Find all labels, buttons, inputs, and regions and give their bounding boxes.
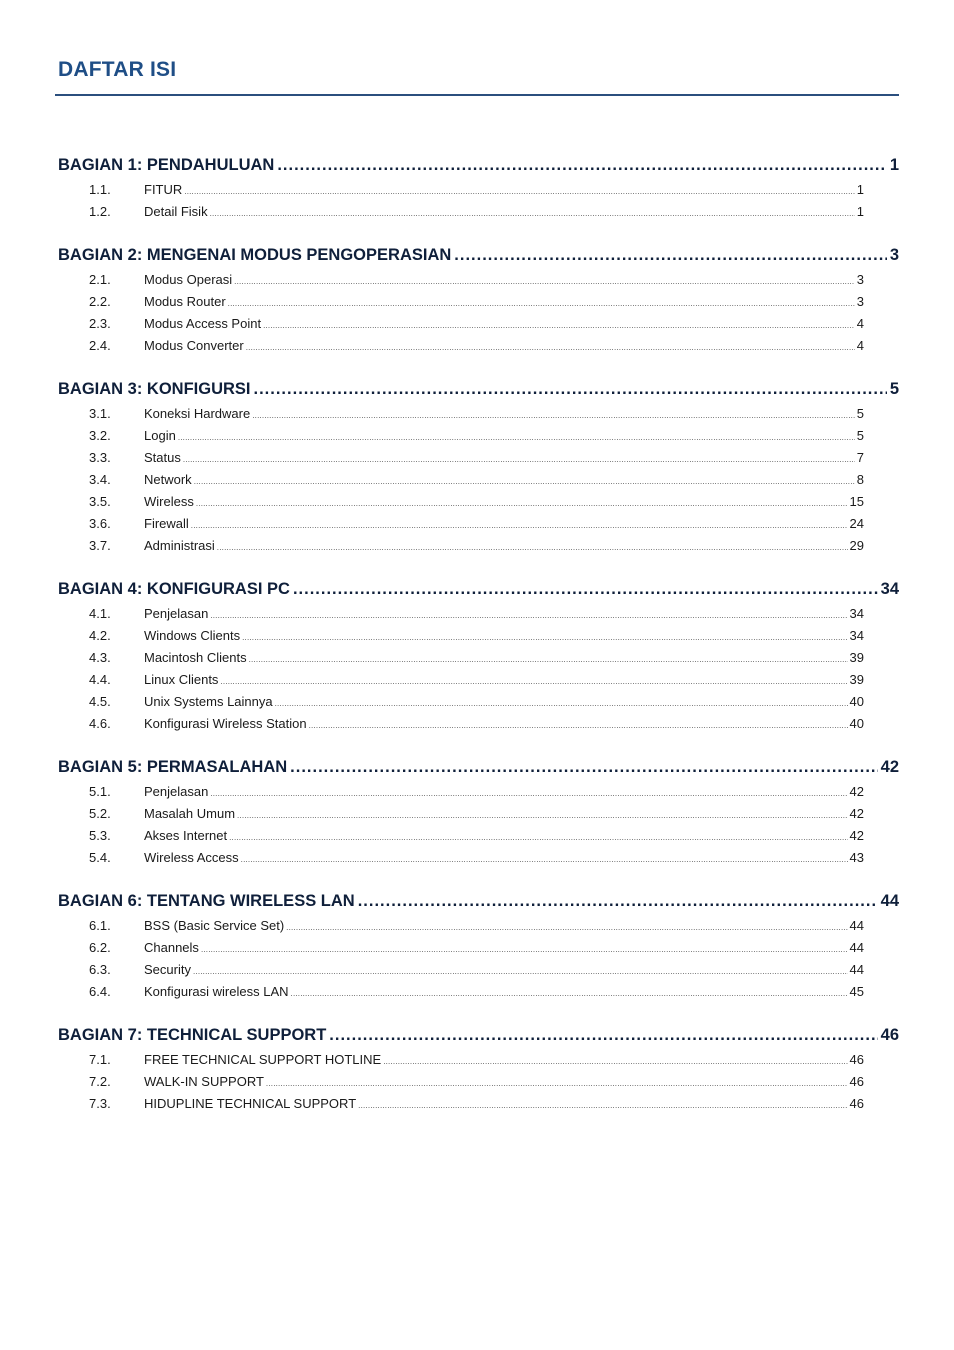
entry-label: Firewall bbox=[144, 516, 189, 531]
entry-page-number: 40 bbox=[849, 716, 864, 731]
entry-number: 6.3. bbox=[89, 962, 111, 977]
entry-number: 2.1. bbox=[89, 272, 111, 287]
dot-leader bbox=[254, 380, 887, 399]
entry-page-number: 3 bbox=[856, 294, 864, 309]
section-page-number: 34 bbox=[880, 580, 899, 598]
toc-entry[interactable] bbox=[58, 1096, 864, 1118]
entry-label: Security bbox=[144, 962, 191, 977]
toc-entry-list bbox=[58, 272, 864, 360]
toc-section bbox=[58, 892, 899, 1006]
toc-entry[interactable] bbox=[58, 1074, 864, 1096]
entry-number: 4.1. bbox=[89, 606, 111, 621]
entry-label: Penjelasan bbox=[144, 784, 209, 799]
entry-number: 1.2. bbox=[89, 204, 111, 219]
entry-number: 3.3. bbox=[89, 450, 111, 465]
toc-entry-list bbox=[58, 1052, 864, 1118]
dot-leader bbox=[329, 1026, 877, 1045]
toc-entry[interactable] bbox=[58, 940, 864, 962]
dot-leader bbox=[286, 923, 847, 932]
section-heading-label: BAGIAN 7: TECHNICAL SUPPORT bbox=[58, 1026, 327, 1044]
section-page-number: 42 bbox=[880, 758, 899, 776]
entry-label: Windows Clients bbox=[144, 628, 241, 643]
dot-leader bbox=[290, 758, 877, 777]
section-page-number: 5 bbox=[889, 380, 899, 398]
section-heading-label: BAGIAN 2: MENGENAI MODUS PENGOPERASIAN bbox=[58, 246, 452, 264]
toc-entry[interactable] bbox=[58, 918, 864, 940]
toc-entry[interactable] bbox=[58, 294, 864, 316]
entry-label: Wireless Access bbox=[144, 850, 239, 865]
toc-entry[interactable] bbox=[58, 716, 864, 738]
section-heading-label: BAGIAN 4: KONFIGURASI PC bbox=[58, 580, 290, 598]
toc-entry[interactable] bbox=[58, 672, 864, 694]
dot-leader bbox=[220, 677, 847, 686]
entry-number: 5.4. bbox=[89, 850, 111, 865]
dot-leader bbox=[196, 499, 848, 508]
entry-page-number: 5 bbox=[856, 428, 864, 443]
dot-leader bbox=[201, 945, 848, 954]
entry-number: 7.2. bbox=[89, 1074, 111, 1089]
page-title: DAFTAR ISI bbox=[58, 58, 177, 81]
entry-page-number: 46 bbox=[849, 1074, 864, 1089]
section-page-number: 3 bbox=[889, 246, 899, 264]
dot-leader bbox=[194, 477, 855, 486]
entry-page-number: 4 bbox=[856, 316, 864, 331]
entry-label: Detail Fisik bbox=[144, 204, 208, 219]
entry-number: 4.3. bbox=[89, 650, 111, 665]
dot-leader bbox=[242, 633, 847, 642]
dot-leader bbox=[237, 811, 848, 820]
toc-entry[interactable] bbox=[58, 516, 864, 538]
entry-page-number: 4 bbox=[856, 338, 864, 353]
dot-leader bbox=[252, 411, 855, 420]
toc-entry[interactable] bbox=[58, 628, 864, 650]
entry-label: Wireless bbox=[144, 494, 194, 509]
dot-leader bbox=[266, 1079, 848, 1088]
entry-page-number: 1 bbox=[856, 204, 864, 219]
toc-section-heading[interactable] bbox=[58, 892, 899, 918]
entry-page-number: 39 bbox=[849, 650, 864, 665]
entry-number: 6.4. bbox=[89, 984, 111, 999]
toc-section bbox=[58, 380, 899, 560]
entry-number: 4.6. bbox=[89, 716, 111, 731]
toc-entry[interactable] bbox=[58, 428, 864, 450]
entry-number: 2.4. bbox=[89, 338, 111, 353]
entry-label: Modus Converter bbox=[144, 338, 244, 353]
toc-entry[interactable] bbox=[58, 450, 864, 472]
entry-page-number: 39 bbox=[849, 672, 864, 687]
dot-leader bbox=[178, 433, 855, 442]
toc-section-heading[interactable] bbox=[58, 580, 899, 606]
section-page-number: 44 bbox=[880, 892, 899, 910]
toc-section-heading[interactable] bbox=[58, 1026, 899, 1052]
toc-section-heading[interactable] bbox=[58, 246, 899, 272]
entry-number: 2.3. bbox=[89, 316, 111, 331]
section-page-number: 46 bbox=[880, 1026, 899, 1044]
toc-entry[interactable] bbox=[58, 694, 864, 716]
toc-entry[interactable] bbox=[58, 1052, 864, 1074]
dot-leader bbox=[358, 1101, 847, 1110]
entry-label: Unix Systems Lainnya bbox=[144, 694, 273, 709]
section-heading-label: BAGIAN 6: TENTANG WIRELESS LAN bbox=[58, 892, 355, 910]
toc-section bbox=[58, 246, 899, 360]
entry-label: Network bbox=[144, 472, 192, 487]
toc-entry-list bbox=[58, 406, 864, 560]
entry-page-number: 42 bbox=[849, 828, 864, 843]
toc-entry[interactable] bbox=[58, 784, 864, 806]
dot-leader bbox=[246, 343, 855, 352]
entry-page-number: 7 bbox=[856, 450, 864, 465]
title-divider bbox=[55, 94, 899, 96]
entry-page-number: 44 bbox=[849, 918, 864, 933]
entry-number: 6.2. bbox=[89, 940, 111, 955]
entry-label: Koneksi Hardware bbox=[144, 406, 251, 421]
dot-leader bbox=[277, 156, 886, 175]
entry-page-number: 8 bbox=[856, 472, 864, 487]
entry-label: Linux Clients bbox=[144, 672, 219, 687]
entry-page-number: 46 bbox=[849, 1096, 864, 1111]
toc-section-heading[interactable] bbox=[58, 156, 899, 182]
dot-leader bbox=[293, 580, 878, 599]
entry-label: FITUR bbox=[144, 182, 183, 197]
entry-page-number: 43 bbox=[849, 850, 864, 865]
dot-leader bbox=[263, 321, 855, 330]
entry-page-number: 46 bbox=[849, 1052, 864, 1067]
toc-entry-list bbox=[58, 784, 864, 872]
dot-leader bbox=[210, 209, 855, 218]
entry-label: BSS (Basic Service Set) bbox=[144, 918, 285, 933]
toc-entry[interactable] bbox=[58, 538, 864, 560]
dot-leader bbox=[210, 611, 847, 620]
entry-label: WALK-IN SUPPORT bbox=[144, 1074, 264, 1089]
entry-label: Modus Access Point bbox=[144, 316, 262, 331]
entry-label: Modus Operasi bbox=[144, 272, 233, 287]
entry-page-number: 44 bbox=[849, 940, 864, 955]
toc-section-heading[interactable] bbox=[58, 758, 899, 784]
entry-number: 3.2. bbox=[89, 428, 111, 443]
entry-number: 4.5. bbox=[89, 694, 111, 709]
entry-number: 2.2. bbox=[89, 294, 111, 309]
toc-entry-list bbox=[58, 606, 864, 738]
toc-entry[interactable] bbox=[58, 316, 864, 338]
toc-section bbox=[58, 580, 899, 738]
section-heading-label: BAGIAN 3: KONFIGURSI bbox=[58, 380, 251, 398]
toc-section bbox=[58, 758, 899, 872]
table-of-contents bbox=[58, 156, 899, 1138]
entry-number: 4.2. bbox=[89, 628, 111, 643]
entry-page-number: 5 bbox=[856, 406, 864, 421]
entry-number: 5.3. bbox=[89, 828, 111, 843]
entry-number: 3.4. bbox=[89, 472, 111, 487]
toc-entry[interactable] bbox=[58, 962, 864, 984]
section-heading-label: BAGIAN 5: PERMASALAHAN bbox=[58, 758, 288, 776]
entry-number: 5.2. bbox=[89, 806, 111, 821]
dot-leader bbox=[228, 299, 855, 308]
entry-page-number: 34 bbox=[849, 628, 864, 643]
entry-page-number: 44 bbox=[849, 962, 864, 977]
entry-page-number: 40 bbox=[849, 694, 864, 709]
toc-entry[interactable] bbox=[58, 828, 864, 850]
entry-page-number: 24 bbox=[849, 516, 864, 531]
dot-leader bbox=[217, 543, 848, 552]
entry-page-number: 42 bbox=[849, 806, 864, 821]
dot-leader bbox=[193, 967, 848, 976]
entry-number: 6.1. bbox=[89, 918, 111, 933]
entry-page-number: 3 bbox=[856, 272, 864, 287]
dot-leader bbox=[383, 1057, 847, 1066]
entry-number: 5.1. bbox=[89, 784, 111, 799]
toc-entry[interactable] bbox=[58, 606, 864, 628]
toc-entry[interactable] bbox=[58, 272, 864, 294]
entry-number: 7.3. bbox=[89, 1096, 111, 1111]
toc-section-heading[interactable] bbox=[58, 380, 899, 406]
entry-page-number: 29 bbox=[849, 538, 864, 553]
entry-page-number: 42 bbox=[849, 784, 864, 799]
toc-entry[interactable] bbox=[58, 494, 864, 516]
dot-leader bbox=[191, 521, 848, 530]
entry-label: Konfigurasi Wireless Station bbox=[144, 716, 307, 731]
dot-leader bbox=[249, 655, 848, 664]
dot-leader bbox=[183, 455, 855, 464]
entry-number: 3.5. bbox=[89, 494, 111, 509]
toc-entry[interactable] bbox=[58, 850, 864, 872]
toc-entry[interactable] bbox=[58, 806, 864, 828]
toc-entry[interactable] bbox=[58, 182, 864, 204]
toc-entry-list bbox=[58, 918, 864, 1006]
entry-number: 3.1. bbox=[89, 406, 111, 421]
toc-entry[interactable] bbox=[58, 984, 864, 1006]
entry-number: 4.4. bbox=[89, 672, 111, 687]
entry-number: 3.7. bbox=[89, 538, 111, 553]
entry-label: Login bbox=[144, 428, 176, 443]
entry-number: 7.1. bbox=[89, 1052, 111, 1067]
dot-leader bbox=[291, 989, 848, 998]
dot-leader bbox=[210, 789, 847, 798]
dot-leader bbox=[184, 187, 854, 196]
entry-label: Administrasi bbox=[144, 538, 215, 553]
entry-label: Channels bbox=[144, 940, 199, 955]
section-page-number: 1 bbox=[889, 156, 899, 174]
entry-label: Penjelasan bbox=[144, 606, 209, 621]
toc-section bbox=[58, 1026, 899, 1118]
entry-label: Konfigurasi wireless LAN bbox=[144, 984, 289, 999]
dot-leader bbox=[275, 699, 848, 708]
dot-leader bbox=[234, 277, 855, 286]
dot-leader bbox=[229, 833, 847, 842]
dot-leader bbox=[454, 246, 887, 265]
entry-label: Status bbox=[144, 450, 181, 465]
entry-label: FREE TECHNICAL SUPPORT HOTLINE bbox=[144, 1052, 382, 1067]
entry-page-number: 45 bbox=[849, 984, 864, 999]
entry-page-number: 34 bbox=[849, 606, 864, 621]
entry-page-number: 15 bbox=[849, 494, 864, 509]
dot-leader bbox=[309, 721, 848, 730]
entry-number: 3.6. bbox=[89, 516, 111, 531]
entry-number: 1.1. bbox=[89, 182, 111, 197]
entry-label: Macintosh Clients bbox=[144, 650, 247, 665]
toc-entry[interactable] bbox=[58, 650, 864, 672]
toc-entry-list bbox=[58, 182, 864, 226]
section-heading-label: BAGIAN 1: PENDAHULUAN bbox=[58, 156, 275, 174]
dot-leader bbox=[358, 892, 878, 911]
dot-leader bbox=[241, 855, 848, 864]
toc-entry[interactable] bbox=[58, 204, 864, 226]
entry-label: Akses Internet bbox=[144, 828, 228, 843]
entry-label: Modus Router bbox=[144, 294, 226, 309]
toc-entry[interactable] bbox=[58, 406, 864, 428]
entry-label: Masalah Umum bbox=[144, 806, 236, 821]
toc-section bbox=[58, 156, 899, 226]
toc-entry[interactable] bbox=[58, 472, 864, 494]
entry-label: HIDUPLINE TECHNICAL SUPPORT bbox=[144, 1096, 357, 1111]
toc-entry[interactable] bbox=[58, 338, 864, 360]
entry-page-number: 1 bbox=[856, 182, 864, 197]
